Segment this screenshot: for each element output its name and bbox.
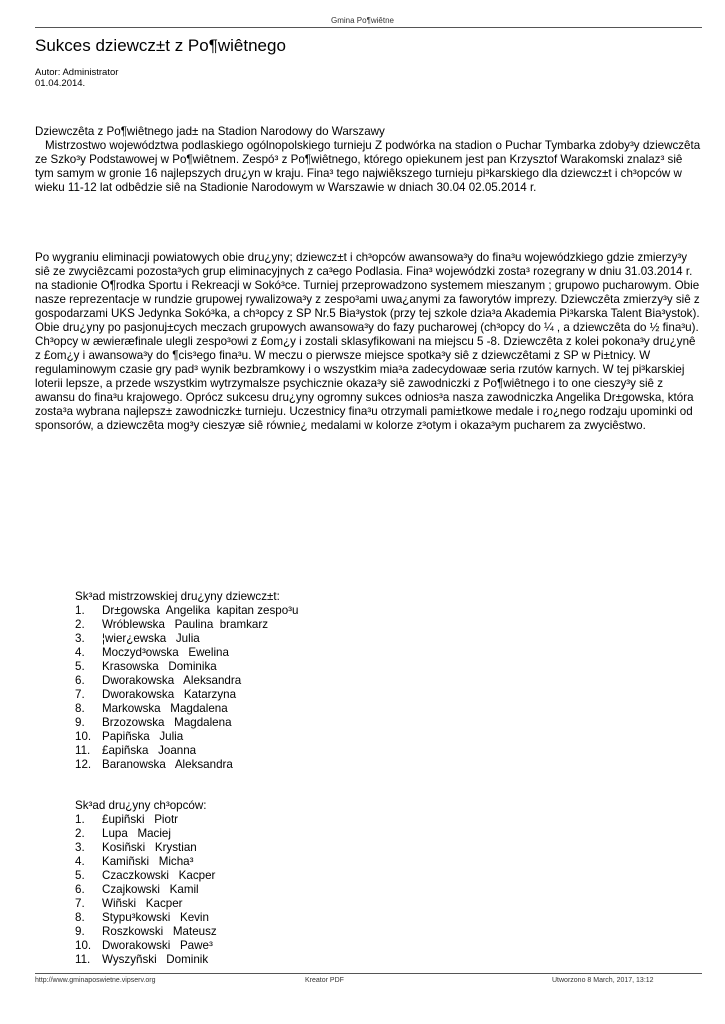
footer-created-date: Utworzono 8 March, 2017, 13:12 [552, 977, 654, 984]
list-item: 8. Stypu³kowski Kevin [75, 911, 209, 924]
list-item: 5. Czaczkowski Kacper [75, 869, 216, 882]
girls-squad [75, 590, 298, 772]
list-item: 12. Baranowska Aleksandra [75, 758, 233, 771]
article-author: Autor: Administrator [35, 67, 119, 78]
list-item: 4. Kamiñski Micha³ [75, 855, 194, 868]
list-item: 1. Dr±gowska Angelika kapitan zespo³u [75, 604, 299, 617]
footer-generator: Kreator PDF [305, 977, 344, 984]
list-item: 11. Wyszyñski Dominik [75, 953, 209, 966]
list-item: 10. Dworakowski Pawe³ [75, 939, 213, 952]
page-header-site: Gmina Po¶wiêtne [331, 16, 394, 25]
article-title: Sukces dziewcz±t z Po¶wiêtnego [35, 36, 286, 55]
list-item: 6. Dworakowska Aleksandra [75, 674, 242, 687]
footer-divider [35, 973, 702, 974]
intro-body: Mistrzostwo województwa podlaskiego ogólnopolskiego turnieju Z podwórka na stadion o Puchar Tymbarka zdoby³y dziewczêta ze Szko³y Podstawowej w Po¶wiêtnem. Zespó³ z Po¶wiêtnego, którego opiekunem jest pan Krzysztof Warakomski znalaz³ siê tym samym w gronie 16 najlepszych dru¿yn w kraju. Fina³ tego najwiêkszego turnieju pi³karskiego dla dziewcz±t i ch³opców w wieku 11-12 lat odbêdzie siê na Stadionie Narodowym w Warszawie w dniach 30.04 02.05.2014 r. [35, 139, 701, 194]
list-item: 9. Brzozowska Magdalena [75, 716, 232, 729]
article-meta [35, 67, 118, 89]
list-item: 9. Roszkowski Mateusz [75, 925, 217, 938]
list-item: 3. Kosiñski Krystian [75, 841, 197, 854]
list-item: 8. Markowska Magdalena [75, 702, 228, 715]
girls-squad-heading: Sk³ad mistrzowskiej dru¿yny dziewcz±t: [75, 590, 280, 603]
list-item: 1. £upiñski Piotr [75, 813, 179, 826]
list-item: 6. Czajkowski Kamil [75, 883, 199, 896]
list-item: 3. ¦wier¿ewska Julia [75, 632, 200, 645]
footer-url: http://www.gminaposwietne.vipserv.org [35, 977, 156, 984]
list-item: 10. Papiñska Julia [75, 730, 184, 743]
boys-squad-heading: Sk³ad dru¿yny ch³opców: [75, 799, 207, 812]
list-item: 2. Wróblewska Paulina bramkarz [75, 618, 269, 631]
list-item: 2. Lupa Maciej [75, 827, 171, 840]
header-divider [35, 27, 702, 28]
article-date: 01.04.2014. [35, 78, 86, 89]
list-item: 5. Krasowska Dominika [75, 660, 217, 673]
article-paragraph-report: Po wygraniu eliminacji powiatowych obie dru¿yny; dziewcz±t i ch³opców awansowa³y do fina³u wojewódzkiego gdzie zmierzy³y siê ze zwyciêzcami pozosta³ych grup eliminacyjnych z ca³ego Podlasia. Fina³ wojewódzki zosta³ rozegrany w dniu 31.03.2014 r. na stadionie O¶rodka Sportu i Rekreacji w Sokó³ce. Turniej przeprowadzono systemem mieszanym ; grupowo pucharowym. Obie nasze reprezentacje w rundzie grupowej rywalizowa³y z zespo³ami uwa¿anymi za faworytów imprezy. Dziewczêta zmierzy³y siê z gospodarzami UKS Jedynka Sokó³ka, a ch³opcy z SP Nr.5 Bia³ystok (przy tej szkole dzia³a Akademia Pi³karska Talent Bia³ystok). Obie dru¿yny po pasjonuj±cych meczach grupowych awansowa³y do fazy pucharowej (ch³opcy do ¼ , a dziewczêta do ½ fina³u). Ch³opcy w æwieræfinale ulegli zespo³owi z £om¿y i zostali sklasyfikowani na miejscu 5 -8. Dziewczêta z kolei pokona³y dru¿ynê z £om¿y i awansowa³y do ¶cis³ego fina³u. W meczu o pierwsze miejsce spotka³y siê z dziewczêtami z SP w Pi±tnicy. W regulaminowym czasie gry pad³ wynik bezbramkowy i o wszystkim mia³a zadecydowaæ seria rzutów karnych. W tej pi³karskiej loterii lepsze, a przede wszystkim wytrzymalsze psychicznie okaza³y siê zawodniczki z Po¶wiêtnego i to one cieszy³y siê z awansu do fina³u krajowego. Oprócz sukcesu dru¿yny ogromny sukces odnios³a nasza zawodniczka Angelika Dr±gowska, która zosta³a wybrana najlepsz± zawodniczk± turnieju. Uczestnicy fina³u otrzymali pami±tkowe medale i ro¿nego rodzaju upominki od sponsorów, a dziewczêta mog³y cieszyæ siê równie¿ medalami w kolorze z³otym i okaza³ym pucharem za zwyciêstwo. [35, 251, 700, 432]
list-item: 4. Moczyd³owska Ewelina [75, 646, 229, 659]
boys-player-list [75, 813, 217, 967]
list-item: 7. Dworakowska Katarzyna [75, 688, 237, 701]
list-item: 7. Wiñski Kacper [75, 897, 183, 910]
girls-player-list [75, 604, 298, 772]
article-paragraph-intro [35, 125, 703, 195]
list-item: 11. £apiñska Joanna [75, 744, 197, 757]
boys-squad [75, 799, 217, 967]
intro-heading: Dziewczêta z Po¶wiêtnego jad± na Stadion Narodowy do Warszawy [35, 125, 385, 138]
